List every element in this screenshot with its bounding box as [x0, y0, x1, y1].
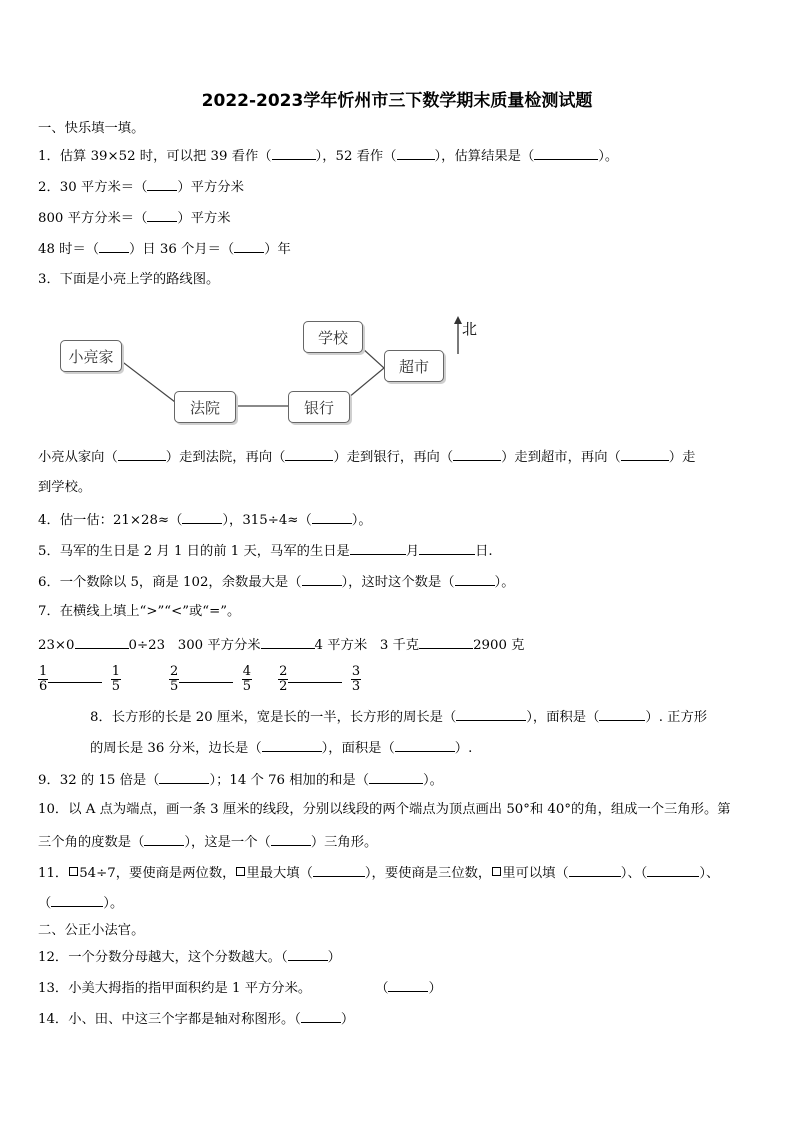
answer-blank[interactable]: [621, 447, 669, 461]
route-map: [50, 310, 490, 430]
answer-blank[interactable]: [534, 146, 598, 160]
question-3-line-1: 小亮从家向（ ）走到法院，再向（ ）走到银行，再向（ ）走到超市，再向（ ）走: [38, 447, 695, 467]
question-1: 1．估算 39×52 时，可以把 39 看作（ ），52 看作（ ），估算结果是（ ）。: [38, 146, 618, 166]
judge-blank[interactable]: [288, 947, 328, 961]
answer-blank[interactable]: [312, 510, 352, 524]
answer-blank[interactable]: [234, 239, 264, 253]
place-school: 学校: [303, 321, 363, 353]
compare-blank[interactable]: [75, 635, 129, 649]
question-4: 4．估一估：21×28≈（ ），315÷4≈（ ）。: [38, 510, 372, 530]
answer-blank[interactable]: [395, 738, 455, 752]
question-2-line-3: 48 时＝（ ）日 36 个月＝（ ）年: [38, 239, 291, 259]
answer-blank[interactable]: [419, 541, 475, 555]
answer-blank[interactable]: [453, 447, 501, 461]
answer-blank[interactable]: [285, 447, 333, 461]
fraction: $\frac{4}{5}$: [242, 664, 252, 694]
answer-blank[interactable]: [159, 770, 209, 784]
answer-blank[interactable]: [369, 770, 423, 784]
compare-blank[interactable]: [48, 669, 102, 683]
question-8-line-2: 的周长是 36 分米，边长是（ ），面积是（ ）.: [90, 738, 472, 758]
answer-blank[interactable]: [455, 572, 495, 586]
answer-blank[interactable]: [147, 177, 177, 191]
question-14: 14．小、田、中这三个字都是轴对称图形。（ ）: [38, 1009, 354, 1029]
place-court: 法院: [174, 391, 236, 423]
place-home: 小亮家: [60, 340, 122, 372]
fraction: $\frac{1}{5}$: [111, 664, 121, 694]
compare-blank[interactable]: [179, 669, 233, 683]
page-title: 2022-2023学年忻州市三下数学期末质量检测试题: [201, 91, 593, 111]
answer-blank[interactable]: [262, 738, 322, 752]
answer-blank[interactable]: [302, 572, 342, 586]
question-6: 6．一个数除以 5，商是 102，余数最大是（ ），这时这个数是（ ）。: [38, 572, 515, 592]
answer-blank[interactable]: [647, 863, 699, 877]
compare-blank[interactable]: [288, 669, 342, 683]
answer-blank[interactable]: [118, 447, 166, 461]
fraction: $\frac{2}{5}$: [170, 664, 179, 694]
box-placeholder-icon: [492, 867, 501, 876]
question-3-stem: 3．下面是小亮上学的路线图。: [38, 272, 220, 287]
question-12: 12．一个分数分母越大，这个分数越大。（ ）: [38, 947, 341, 967]
question-5: 5．马军的生日是 2 月 1 日的前 1 天，马军的生日是 月 日.: [38, 541, 493, 561]
box-placeholder-icon: [69, 867, 78, 876]
answer-blank[interactable]: [599, 707, 645, 721]
answer-blank[interactable]: [182, 510, 222, 524]
question-2-line-2: 800 平方分米＝（ ）平方米: [38, 208, 231, 228]
question-11-line-1: 11． 54÷7，要使商是两位数， 里最大填（ ），要使商是三位数， 里可以填（ ）、（ ）、: [38, 863, 719, 883]
question-11-line-2: （ ）。: [38, 893, 123, 913]
answer-blank[interactable]: [272, 146, 316, 160]
question-7-stem: 7．在横线上填上“>”“<”或“=”。: [38, 604, 241, 619]
answer-blank[interactable]: [99, 239, 129, 253]
box-placeholder-icon: [236, 867, 245, 876]
question-13: 13．小美大拇指的指甲面积约是 1 平方分米。 （ ）: [38, 978, 442, 998]
fraction: $\frac{2}{2}$: [279, 664, 288, 694]
answer-blank[interactable]: [144, 832, 184, 846]
question-7-line-1: 23×0 0÷23 300 平方分米 4 平方米 3 千克 2900 克: [38, 635, 524, 655]
answer-blank[interactable]: [147, 208, 177, 222]
answer-blank[interactable]: [456, 707, 526, 721]
question-2-line-1: 2．30 平方米＝（ ）平方分米: [38, 177, 244, 197]
place-bank: 银行: [288, 391, 350, 423]
answer-blank[interactable]: [51, 893, 103, 907]
answer-blank[interactable]: [313, 863, 365, 877]
question-9: 9．32 的 15 倍是（ ）；14 个 76 相加的和是（ ）。: [38, 770, 443, 790]
question-7-line-2: [38, 663, 361, 697]
answer-blank[interactable]: [271, 832, 311, 846]
judge-blank[interactable]: [388, 978, 428, 992]
fraction: $\frac{3}{3}$: [351, 664, 361, 694]
answer-blank[interactable]: [397, 146, 435, 160]
section-heading-2: 二、公正小法官。: [38, 923, 145, 938]
answer-blank[interactable]: [569, 863, 621, 877]
compare-blank[interactable]: [261, 635, 315, 649]
question-8-line-1: 8．长方形的长是 20 厘米，宽是长的一半，长方形的周长是（ ），面积是（ ）. 正方形: [90, 707, 707, 727]
north-label: 北: [462, 320, 478, 338]
place-market: 超市: [384, 350, 444, 382]
question-10-line-1: 10．以 A 点为端点，画一条 3 厘米的线段，分别以线段的两个端点为顶点画出 50°和 40°的角，组成一个三角形。第: [38, 802, 731, 817]
question-3-line-2: 到学校。: [38, 480, 92, 495]
question-10-line-2: 三个角的度数是（ ），这是一个（ ）三角形。: [38, 832, 377, 852]
fraction: $\frac{1}{6}$: [39, 664, 48, 694]
section-heading-1: 一、快乐填一填。: [38, 121, 145, 136]
judge-blank[interactable]: [301, 1009, 341, 1023]
compare-blank[interactable]: [419, 635, 473, 649]
answer-blank[interactable]: [350, 541, 406, 555]
